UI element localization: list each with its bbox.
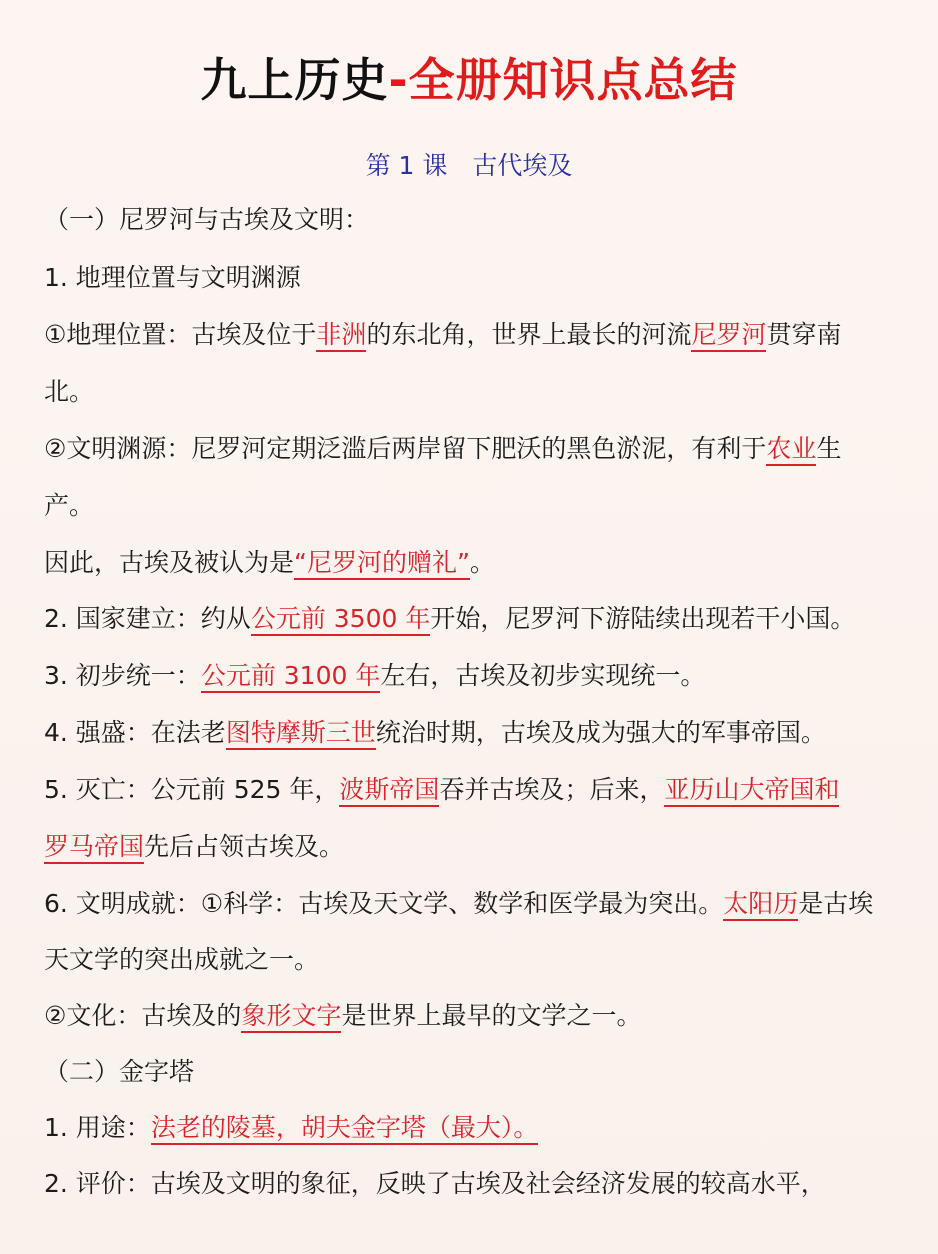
- text-line: [44, 996, 641, 1036]
- text-span: 贯穿南: [766, 320, 842, 349]
- text-line: [44, 884, 938, 924]
- title-main: 九上历史: [200, 53, 389, 107]
- highlight-term: 太阳历: [723, 889, 798, 921]
- text-line: [44, 656, 705, 696]
- text-line: 北。: [44, 377, 95, 406]
- highlight-term: 法老的陵墓，胡夫金字塔（最大）。: [151, 1113, 539, 1145]
- text-line: 天文学的突出成就之一。: [44, 945, 320, 974]
- highlight-term: 非洲: [316, 320, 366, 352]
- text-line: [44, 543, 495, 583]
- text-line: [44, 429, 841, 469]
- text-span: 2. 国家建立：约从: [44, 604, 251, 633]
- lesson-heading: 第 1 课 古代埃及: [365, 151, 573, 180]
- text-line: 产。: [44, 491, 95, 520]
- text-line: [44, 827, 344, 867]
- section-heading-2: （二）金字塔: [44, 1057, 195, 1086]
- highlight-term: 公元前 3500 年: [251, 604, 431, 636]
- section-heading-1: （一）尼罗河与古埃及文明：: [44, 205, 370, 234]
- text-span: 先后占领古埃及。: [144, 832, 345, 861]
- page-title: [0, 48, 938, 112]
- highlight-term: “尼罗河的赠礼”: [294, 548, 470, 580]
- text-line: [44, 599, 855, 639]
- highlight-term: 波斯帝国: [339, 775, 439, 807]
- text-line: [44, 713, 826, 753]
- text-span: 4. 强盛：在法老: [44, 718, 226, 747]
- highlight-term: 罗马帝国: [44, 832, 144, 864]
- highlight-term: 亚历山大帝国和: [664, 775, 839, 807]
- text-line: 2. 评价：古埃及文明的象征，反映了古埃及社会经济发展的较高水平，: [44, 1169, 826, 1198]
- text-span: 5. 灭亡：公元前 525 年，: [44, 775, 340, 804]
- highlight-term: 农业: [766, 434, 816, 466]
- highlight-term: 图特摩斯三世: [226, 718, 376, 750]
- text-span: 左右，古埃及初步实现统一。: [380, 661, 706, 690]
- text-span: 1. 用途：: [44, 1113, 151, 1142]
- text-line: [44, 770, 839, 810]
- text-span: 3. 初步统一：: [44, 661, 201, 690]
- text-span: 是世界上最早的文学之一。: [341, 1001, 642, 1030]
- text-span: ②文化：古埃及的: [44, 1001, 242, 1030]
- title-sub: -全册知识点总结: [388, 53, 738, 107]
- text-span: 。: [469, 548, 495, 577]
- text-span: 开始，尼罗河下游陆续出现若干小国。: [430, 604, 856, 633]
- highlight-term: 尼罗河: [691, 320, 766, 352]
- text-line: [44, 1108, 538, 1148]
- highlight-term: 公元前 3100 年: [201, 661, 381, 693]
- text-span: ①地理位置：古埃及位于: [44, 320, 317, 349]
- text-span: 生: [816, 434, 842, 463]
- text-span: 的东北角，世界上最长的河流: [366, 320, 692, 349]
- text-span: 吞并古埃及；后来，: [439, 775, 665, 804]
- text-span: ②文明渊源：尼罗河定期泛滥后两岸留下肥沃的黑色淤泥，有利于: [44, 434, 767, 463]
- highlight-term: 象形文字: [241, 1001, 341, 1033]
- text-span: 因此，古埃及被认为是: [44, 548, 295, 577]
- text-span: 统治时期，古埃及成为强大的军事帝国。: [375, 718, 826, 747]
- text-span: 6. 文明成就：①科学：古埃及天文学、数学和医学最为突出。: [44, 889, 724, 918]
- text-span: 是古埃: [798, 889, 874, 918]
- text-line: [44, 315, 841, 355]
- text-line: 1. 地理位置与文明渊源: [44, 263, 301, 292]
